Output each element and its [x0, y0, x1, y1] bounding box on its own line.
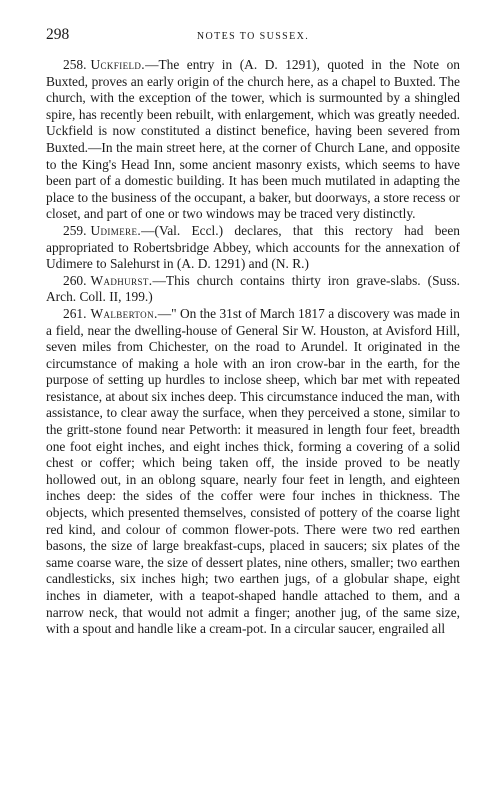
note-number: 258. [63, 57, 87, 72]
note-text: —(Val. Eccl.) declares, that this rectory had been appropriated to Robertsbridge Abbey, which accounts for the annexation of Udimere to Salehurst in (A. D. 1291) and (N. R.) [46, 222, 460, 272]
note-number: 261. [63, 305, 87, 321]
page-header [46, 26, 460, 48]
page-number: 298 [46, 26, 70, 43]
notes-body [46, 57, 460, 638]
note-number: 260. [63, 272, 87, 288]
note-261 [46, 306, 460, 638]
note-heading: Udimere. [90, 222, 142, 238]
note-260 [46, 273, 460, 306]
note-text: —The entry in (A. D. 1291), quoted in the Note on Buxted, proves an early origin of the church here, as a chapel to Buxted. The church, with the exception of the tower, which is surmounted by a shingled spire, has recently been rebuilt, with enlargement, which was greatly needed. Uckfield is now constituted a distinct benefice, having been severed from Buxted.—In the main street here, at the corner of Church Lane, and opposite to the King's Head Inn, some ancient masonry exists, which seems to have been part of a domestic building. It has been much mutilated in adapting the place to the business of the occupant, a baker, but doorways, a store recess or closet, and part of one or two windows may be traced very distinctly. [46, 57, 460, 222]
note-heading: Walberton. [90, 305, 158, 321]
note-heading: Uckfield. [90, 57, 146, 72]
note-heading: Wadhurst. [90, 272, 153, 288]
book-page [46, 26, 460, 638]
note-number: 259. [63, 222, 87, 238]
note-text: —This church contains thirty iron grave-slabs. (Suss. Arch. Coll. II, 199.) [46, 272, 460, 305]
running-head: NOTES TO SUSSEX. [196, 31, 310, 42]
note-text: —" On the 31st of March 1817 a discovery was made in a field, near the dwelling-house of General Sir W. Houston, at Avisford Hill, seven miles from Chichester, on the road to Arundel. It originated in the circumstance of making a hole with an iron crow-bar in the earth, for the purpose of setting up hurdles to inclose sheep, which bar met with repeated resistance, at about six inches deep. This circumstance induced the man, with assistance, to clear away the surface, when they perceived a stone, similar to the gritt-stone found near Petworth: it measured in length four feet, breadth one foot eight inches, and eight inches thick, forming a covering of a solid chest or coffer; which being taken off, the inside proved to be neatly hollowed out, in an oblong square, nearly four feet in length, and eighteen inches deep: the sides of the coffer were four inches in thickness. The objects, which presented themselves, consisted of pottery of the coarse light red kind, and colour of common flower-pots. There were two red earthen basons, the size of large breakfast-cups, placed in saucers; six plates of the same coarse ware, the size of dessert plates, nine others, smaller; two earthen candlesticks, six inches high; two earthen jugs, of a globular shape, eight inches in diameter, with a teapot-shaped handle attached to them, and a narrow neck, that would not admit a finger; another jug, of the same size, with a spout and handle like a cream-pot. In a circular saucer, engrailed all [46, 305, 460, 637]
note-258 [46, 57, 460, 223]
note-259 [46, 223, 460, 273]
